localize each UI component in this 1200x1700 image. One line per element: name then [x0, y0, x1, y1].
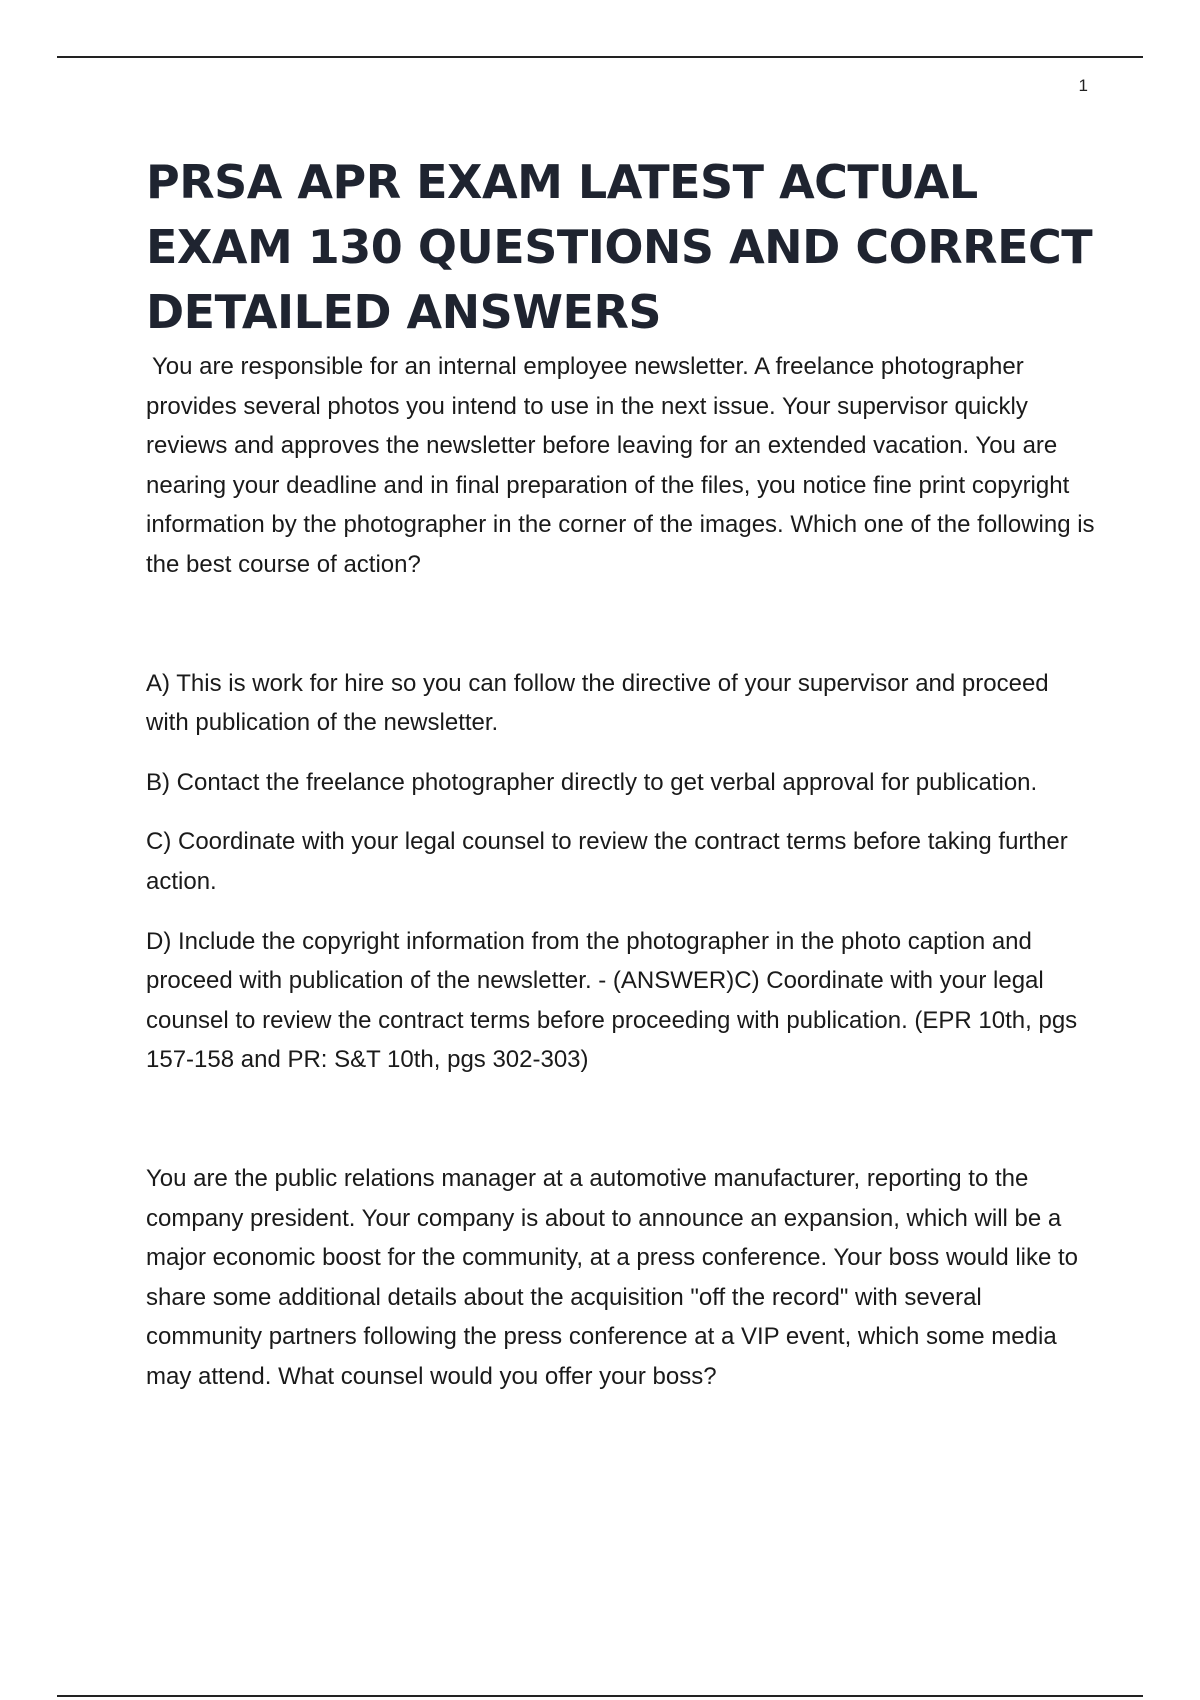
question-1-option-d-answer: D) Include the copyright information from the photographer in the photo caption and proceed with publication of the newsletter. - (ANSWER)C) Coordinate with your legal counsel to review the contract terms before proceeding with publication. (EPR 10th, pgs 157-158 and PR: S&T 10th, pgs 302-303)	[146, 927, 1078, 1074]
question-1-option-c: C) Coordinate with your legal counsel to review the contract terms before taking further action.	[146, 828, 1068, 895]
page-number: 1	[1078, 76, 1088, 95]
question-2-prompt: You are the public relations manager at a automotive manufacturer, reporting to the company president. Your company is about to announce an expansion, which will be a major economic boost for the community, at a press conference. Your boss would like to share some additional details about the acquisition "off the record" with several community partners following the press conference at a VIP event, which some media may attend. What counsel would you offer your boss?	[146, 1164, 1079, 1390]
document-body	[146, 150, 1096, 1396]
question-1-prompt: You are responsible for an internal employee newsletter. A freelance photographer provides several photos you intend to use in the next issue. Your supervisor quickly reviews and approves the newsletter before leaving for an extended vacation. You are nearing your deadline and in final preparation of the files, you notice fine print copyright information by the photographer in the corner of the images. Which one of the following is the best course of action?	[146, 353, 1095, 578]
document-title: PRSA APR EXAM LATEST ACTUAL EXAM 130 QUESTIONS AND CORRECT DETAILED ANSWERS	[146, 155, 1093, 339]
header-rule	[57, 56, 1143, 58]
question-1-option-b: B) Contact the freelance photographer directly to get verbal approval for publication.	[146, 768, 1038, 796]
question-1-option-a: A) This is work for hire so you can follow the directive of your supervisor and proceed with publication of the newsletter.	[146, 669, 1049, 737]
footer-rule	[57, 1695, 1143, 1697]
